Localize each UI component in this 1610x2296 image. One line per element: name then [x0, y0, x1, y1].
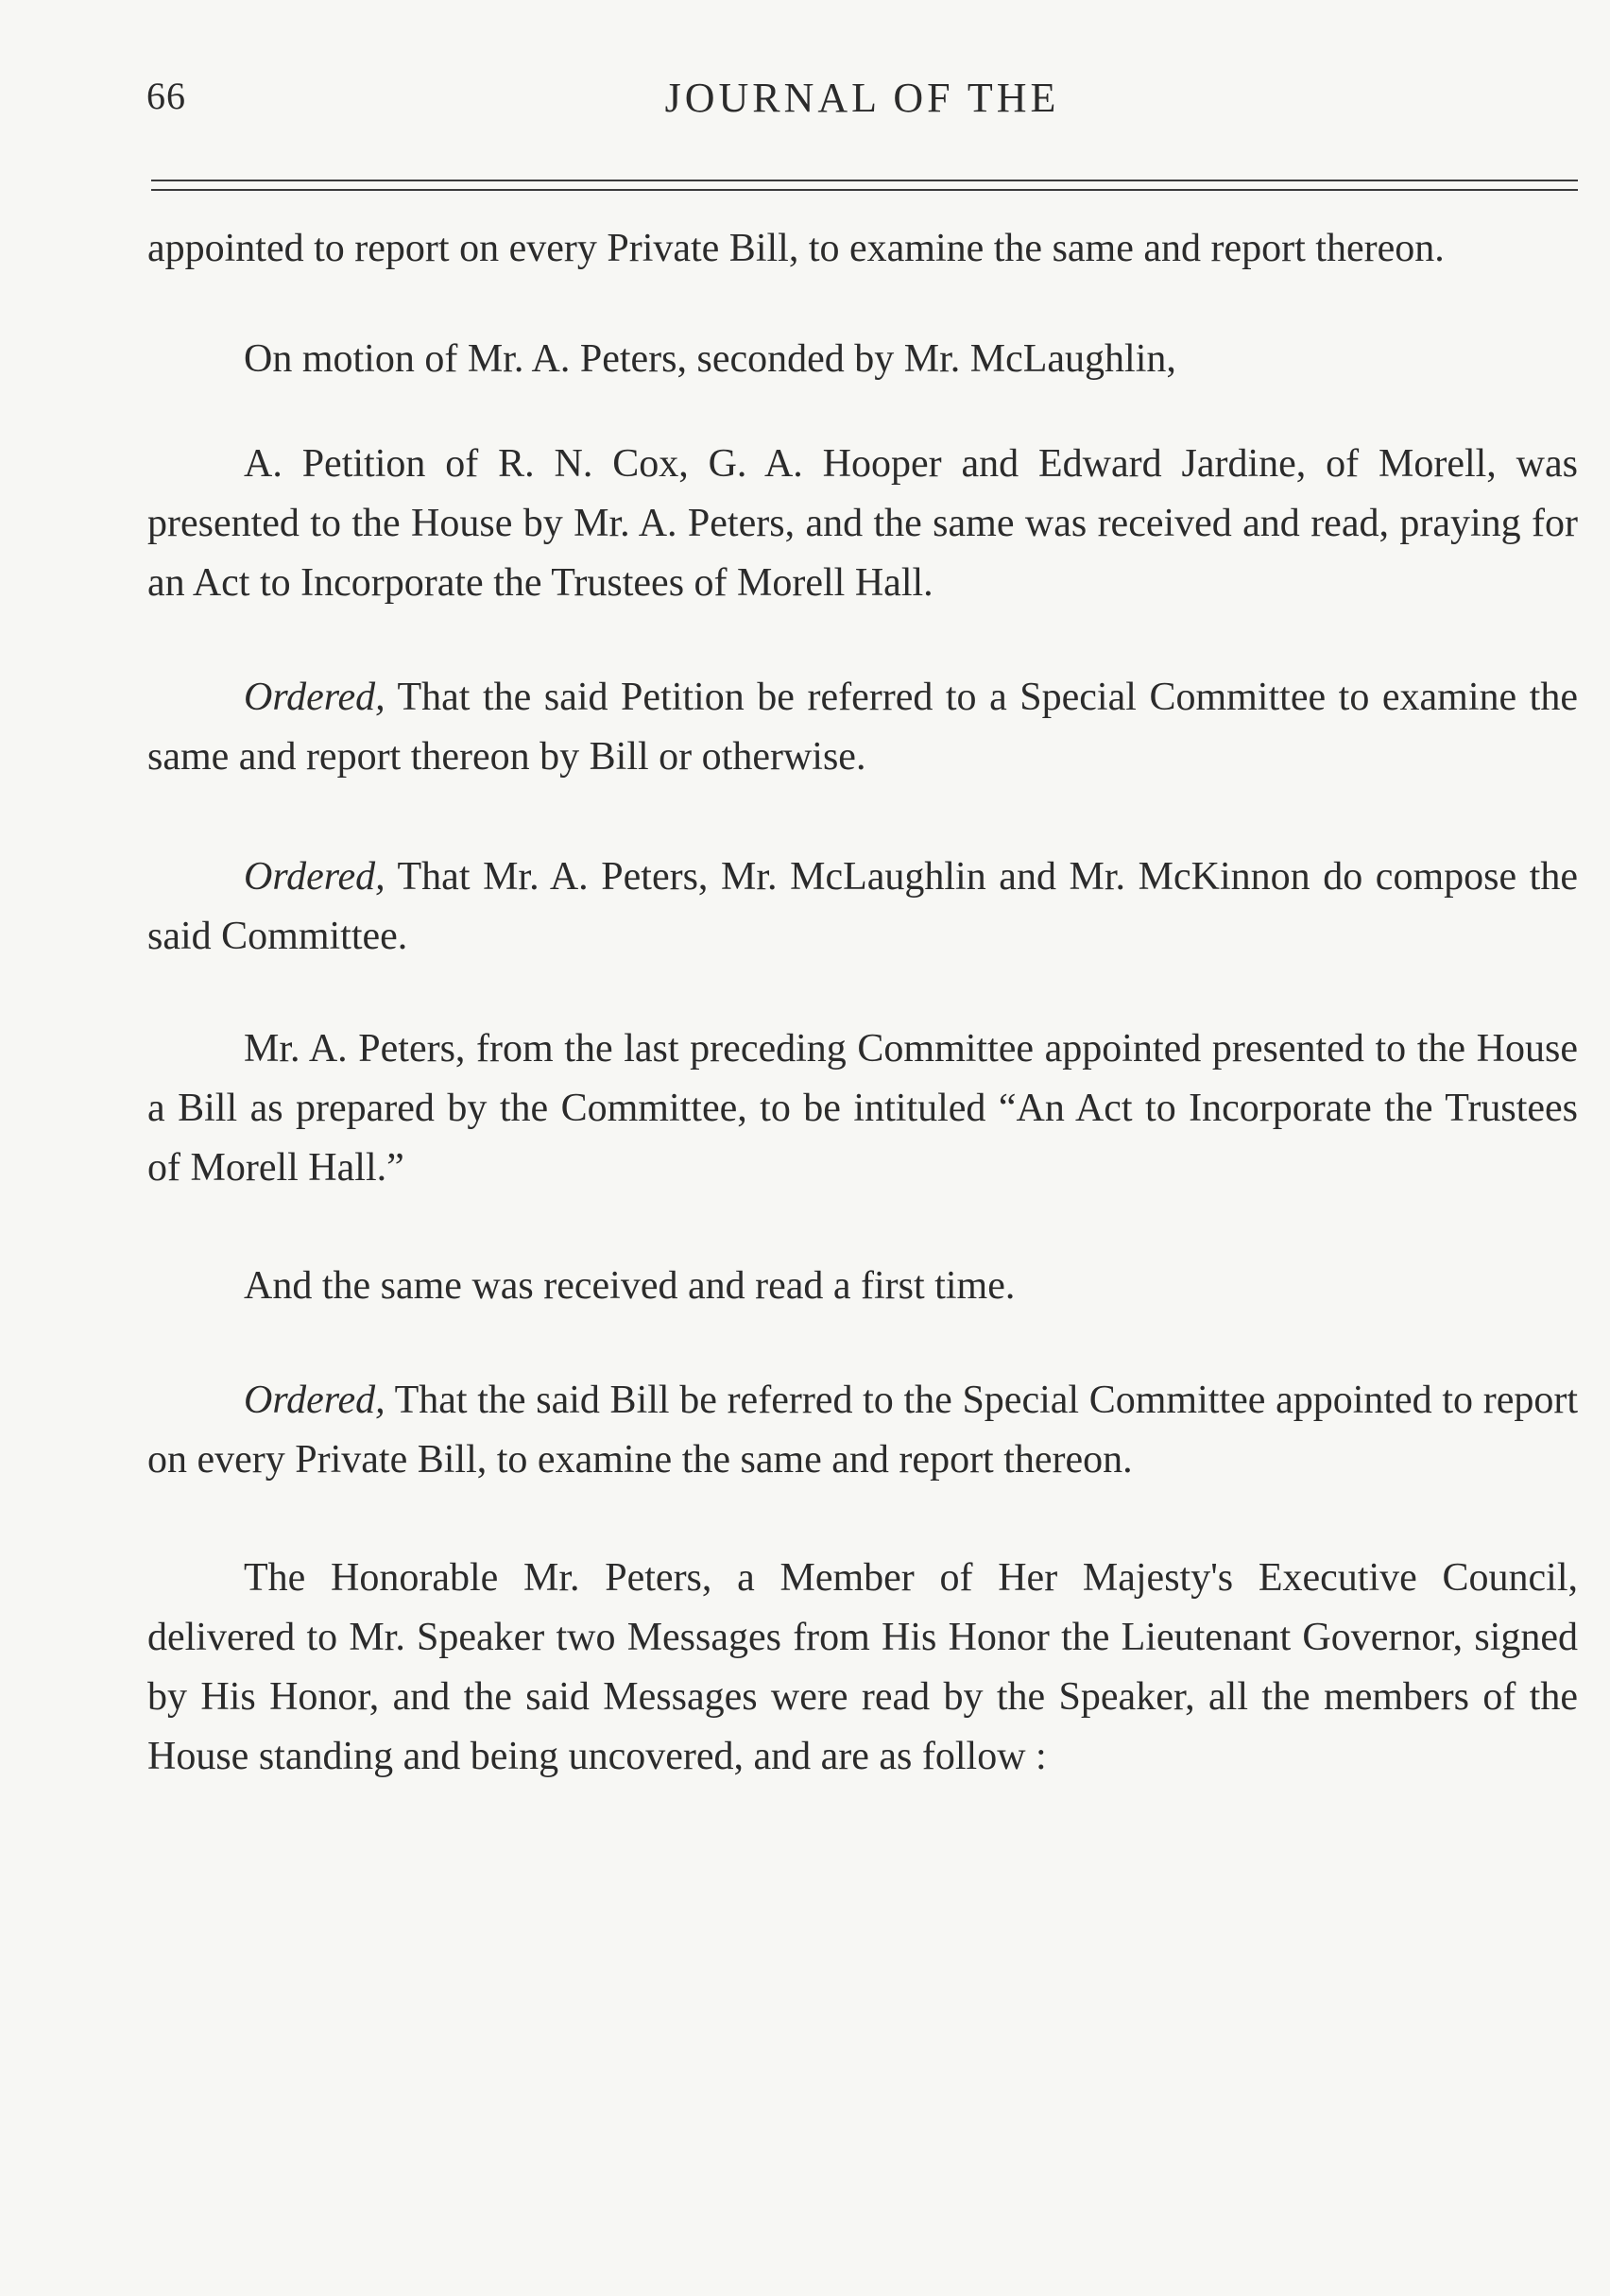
- paragraph-first-reading: [147, 1257, 1578, 1316]
- paragraph-text: appointed to report on every Private Bill, to examine the same and report thereon.: [147, 227, 1445, 270]
- paragraph-messages: [147, 1549, 1578, 1787]
- paragraph-ordered-bill-referral: [147, 1371, 1578, 1490]
- ordered-lead: Ordered,: [244, 1379, 385, 1422]
- paragraph-text: That the said Petition be referred to a Special Committee to examine the same and report thereon by Bill or otherwise.: [147, 676, 1578, 779]
- running-head: [146, 74, 1578, 130]
- paragraph-bill-presented: [147, 1019, 1578, 1198]
- header-rule-bottom: [151, 189, 1578, 191]
- paragraph-ordered-referral: [147, 668, 1578, 787]
- paragraph-text: That Mr. A. Peters, Mr. McLaughlin and Mr. McKinnon do compose the said Committee.: [147, 855, 1578, 958]
- journal-body: [147, 219, 1578, 1787]
- journal-title: JOURNAL OF THE: [664, 75, 1060, 121]
- paragraph-text: And the same was received and read a first time.: [244, 1264, 1016, 1308]
- page-number: 66: [146, 75, 186, 117]
- paragraph-text: On motion of Mr. A. Peters, seconded by Mr. McLaughlin,: [244, 337, 1176, 381]
- paragraph-text: A. Petition of R. N. Cox, G. A. Hooper and Edward Jardine, of Morell, was presented to the House by Mr. A. Peters, and the same was received and read, praying for an Act to Incorporate the Trustees of Morell Hall.: [147, 442, 1578, 605]
- paragraph-text: Mr. A. Peters, from the last preceding Committee appointed presented to the House a Bill as prepared by the Committee, to be intituled “An Act to Incorporate the Trustees of Morell Hall.”: [147, 1027, 1578, 1190]
- header-rule-top: [151, 180, 1578, 181]
- paragraph-motion: [147, 330, 1578, 389]
- ordered-lead: Ordered,: [244, 676, 385, 719]
- paragraph-petition: [147, 435, 1578, 613]
- paragraph-ordered-committee: [147, 848, 1578, 967]
- paragraph-continuation: [147, 219, 1578, 279]
- paragraph-text: That the said Bill be referred to the Special Committee appointed to report on every Private Bill, to examine the same and report thereon.: [147, 1379, 1578, 1482]
- paragraph-text: The Honorable Mr. Peters, a Member of Her Majesty's Executive Council, delivered to Mr. Speaker two Messages from His Honor the Lieutenant Governor, signed by His Honor, and the said Messages were read by the Speaker, all the members of the House standing and being uncovered, and are as follow :: [147, 1556, 1578, 1778]
- ordered-lead: Ordered,: [244, 855, 385, 899]
